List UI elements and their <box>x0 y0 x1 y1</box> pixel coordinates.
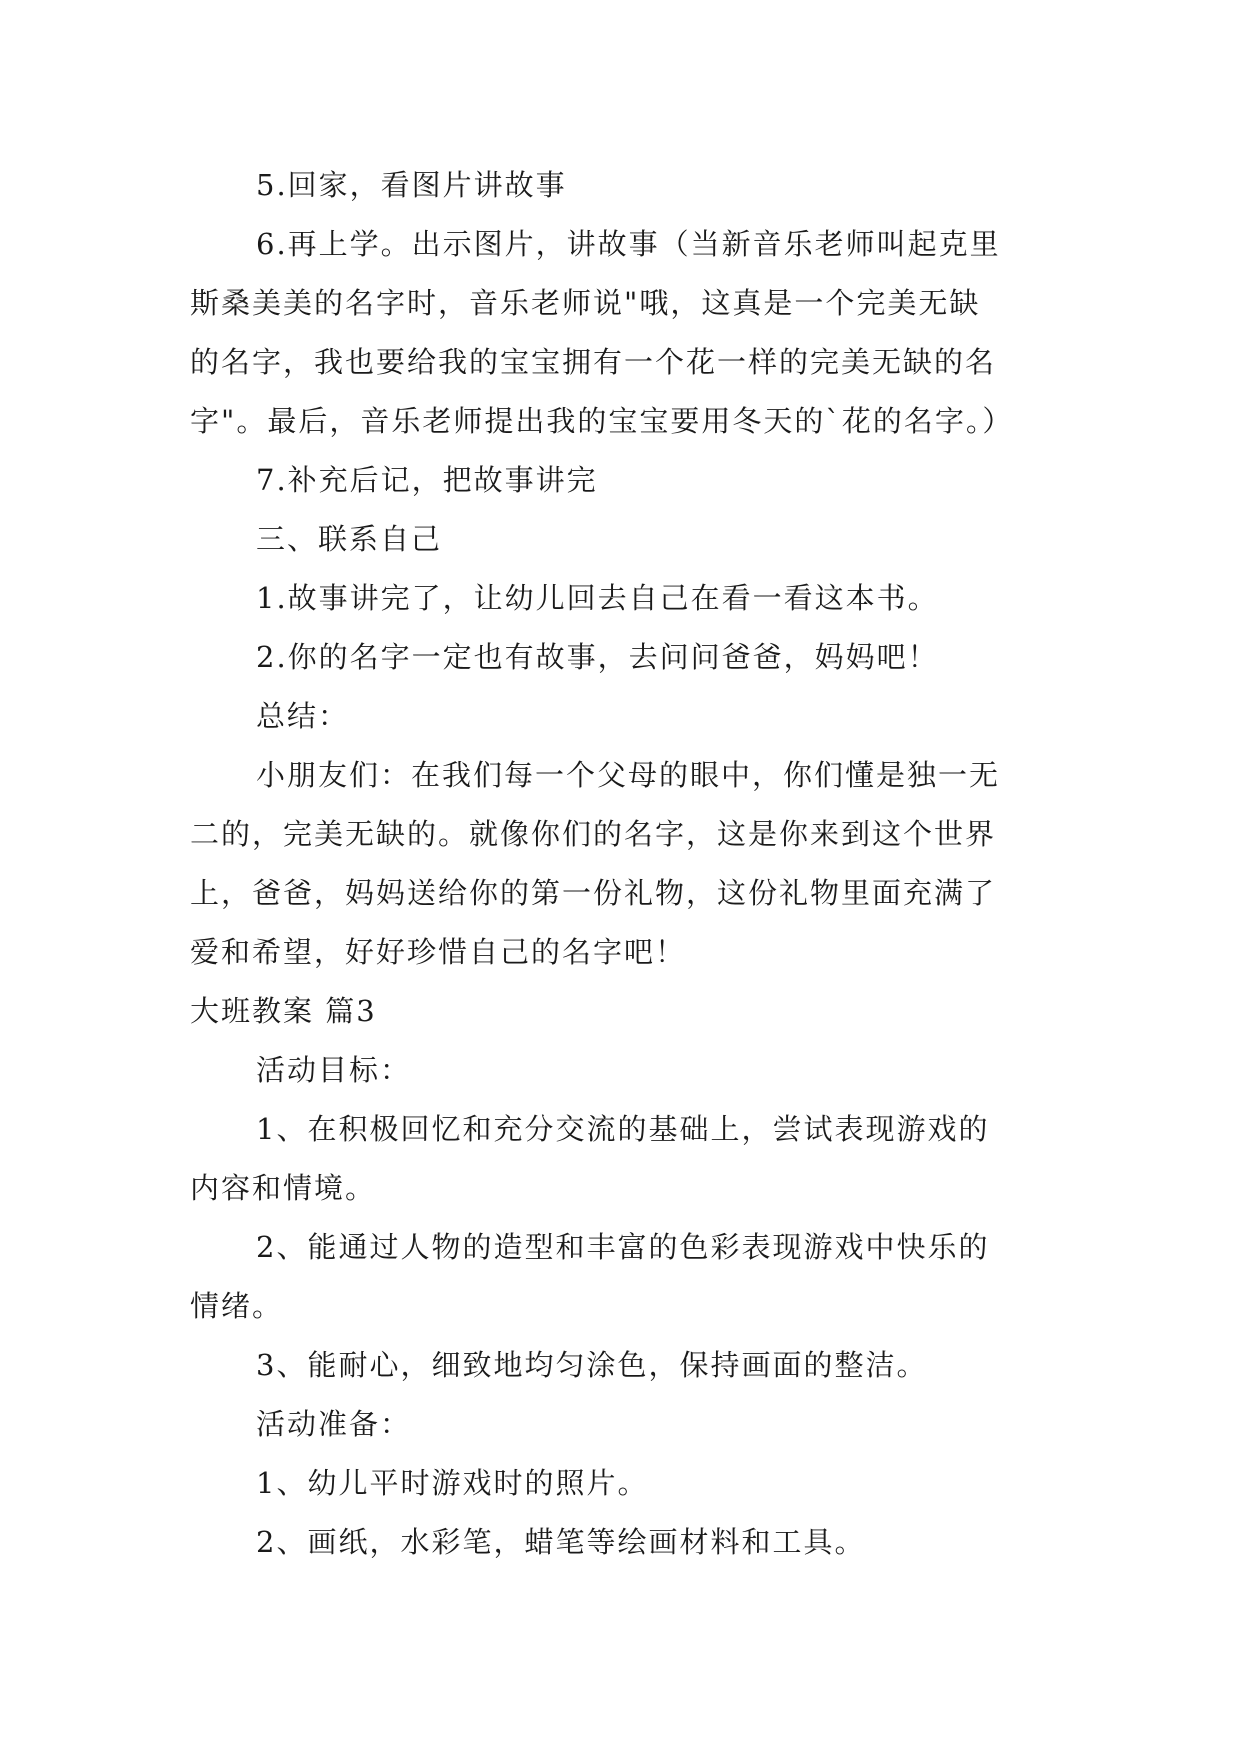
text-line: 斯桑美美的名字时，音乐老师说"哦，这真是一个完美无缺 <box>190 286 981 320</box>
text-line: 1、在积极回忆和充分交流的基础上，尝试表现游戏的 <box>256 1112 990 1146</box>
text-line: 7.补充后记，把故事讲完 <box>256 463 598 497</box>
section-heading: 活动目标： <box>256 1053 412 1087</box>
text-line: 1.故事讲完了，让幼儿回去自己在看一看这本书。 <box>256 581 939 615</box>
text-line: 内容和情境。 <box>190 1171 377 1205</box>
text-line: 二的，完美无缺的。就像你们的名字，这是你来到这个世界 <box>190 817 997 851</box>
chapter-title: 大班教案 篇3 <box>190 994 377 1028</box>
text-line: 爱和希望，好好珍惜自己的名字吧！ <box>190 935 687 969</box>
text-line: 的名字，我也要给我的宝宝拥有一个花一样的完美无缺的名 <box>190 345 997 379</box>
section-heading: 总结： <box>256 699 350 733</box>
section-heading: 活动准备： <box>256 1407 412 1441</box>
section-heading: 三、联系自己 <box>256 522 443 556</box>
text-line: 上，爸爸，妈妈送给你的第一份礼物，这份礼物里面充满了 <box>190 876 997 910</box>
text-line: 字"。最后，音乐老师提出我的宝宝要用冬天的`花的名字。） <box>190 404 1014 438</box>
text-line: 2、画纸，水彩笔，蜡笔等绘画材料和工具。 <box>256 1525 866 1559</box>
text-line: 3、能耐心，细致地均匀涂色，保持画面的整洁。 <box>256 1348 928 1382</box>
text-line: 小朋友们：在我们每一个父母的眼中，你们懂是独一无 <box>256 758 1001 792</box>
text-line: 2.你的名字一定也有故事，去问问爸爸，妈妈吧！ <box>256 640 939 674</box>
text-line: 情绪。 <box>190 1289 284 1323</box>
text-line: 2、能通过人物的造型和丰富的色彩表现游戏中快乐的 <box>256 1230 990 1264</box>
text-line: 5.回家，看图片讲故事 <box>256 168 567 202</box>
text-line: 6.再上学。出示图片，讲故事（当新音乐老师叫起克里 <box>256 227 1001 261</box>
text-line: 1、幼儿平时游戏时的照片。 <box>256 1466 649 1500</box>
